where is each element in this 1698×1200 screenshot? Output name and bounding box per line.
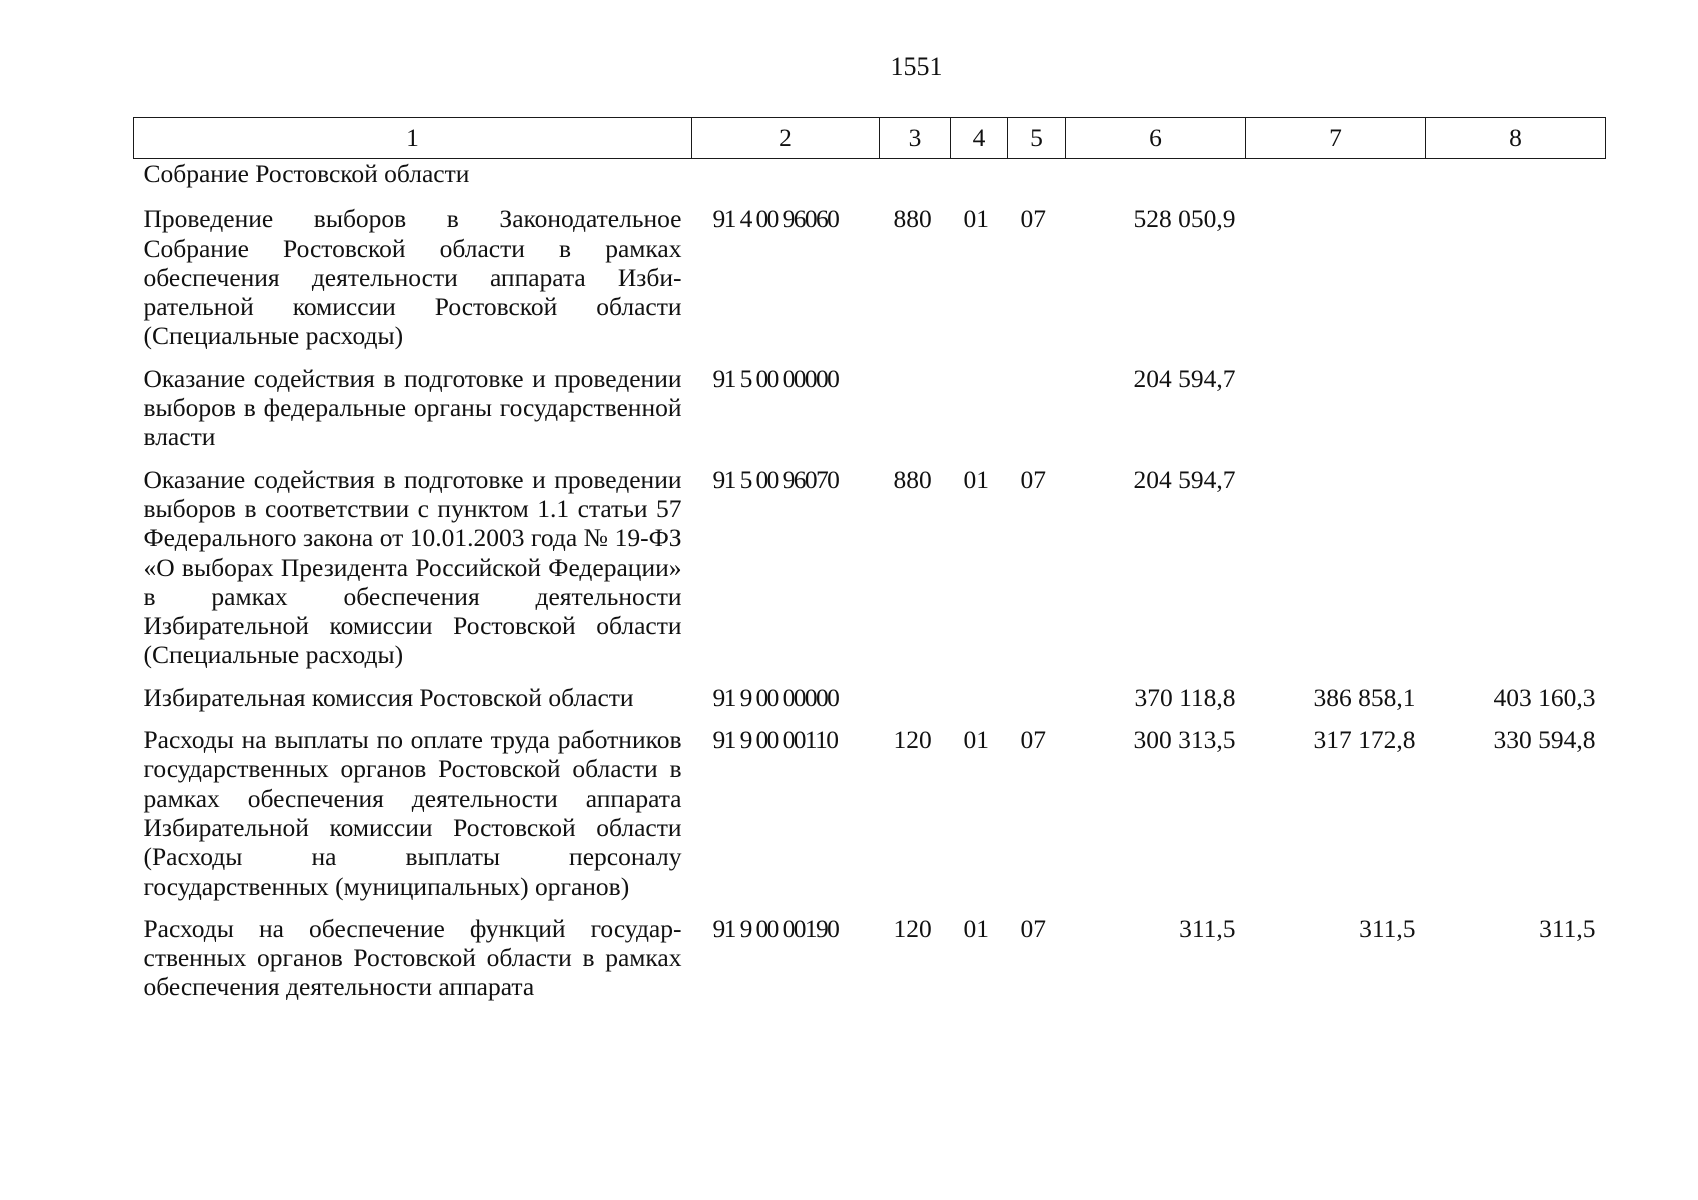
row-amount-col7: 317 172,8: [1313, 725, 1416, 755]
row-amount-col7: 311,5: [1359, 913, 1416, 943]
row-amount-col8: [1426, 452, 1606, 670]
row-amount-col6: 204 594,7: [1133, 464, 1236, 494]
row-amount-col7: 386 858,1: [1313, 682, 1416, 712]
row-expense-type: [880, 351, 951, 452]
row-subsection-code: [1008, 351, 1066, 452]
budget-table-container: [133, 117, 1605, 1002]
row-section-code: [951, 351, 1008, 452]
table-row: [134, 351, 1606, 452]
column-header-3: 3: [880, 118, 951, 159]
row-section-code: 01: [963, 725, 989, 755]
row-section-code: 01: [963, 913, 989, 943]
row-section-code: 01: [963, 204, 989, 234]
row-target-code: 91 5 00 96070: [712, 464, 839, 494]
row-target-code: 91 9 00 00110: [712, 725, 838, 755]
table-row: [134, 452, 1606, 670]
column-header-1: 1: [134, 118, 692, 159]
row-amount-col6: 204 594,7: [1133, 363, 1236, 393]
row-target-code: 91 4 00 96060: [712, 204, 839, 234]
row-expense-type: 880: [893, 464, 932, 494]
row-target-code: 91 9 00 00000: [712, 682, 839, 712]
column-header-8: 8: [1426, 118, 1606, 159]
row-expense-type: 120: [893, 913, 932, 943]
row-name: Избирательная комиссия Ростовской области: [143, 682, 634, 712]
row-amount-col6: 311,5: [1179, 913, 1236, 943]
row-name: Проведение выборов в Законодательное Собрание Ростовской области в рамках обеспечения деятельности аппарата Избирательной комиссии Ростовской области (Специальные расходы): [143, 204, 682, 351]
row-subsection-code: 07: [1020, 725, 1046, 755]
table-row: [134, 901, 1606, 1002]
header-row: [134, 118, 1606, 159]
row-expense-type: 880: [893, 204, 932, 234]
row-subsection-code: 07: [1020, 913, 1046, 943]
column-header-7: 7: [1246, 118, 1426, 159]
row-name: Оказание содействия в подготовке и проведении выборов в соответствии с пунктом 1.1 статьи 57 Федерального закона от 10.01.2003 года № 19-ФЗ «О выборах Президента Российской Федерации» в рамках обеспечения деятельности Избирательной комиссии Ростовской области (Специальные расходы): [143, 464, 682, 670]
row-subsection-code: [1008, 670, 1066, 712]
row-amount-col7: [1246, 351, 1426, 452]
budget-table: [133, 117, 1606, 1002]
row-amount-col6: 528 050,9: [1133, 204, 1236, 234]
row-target-code: 91 5 00 00000: [712, 363, 839, 393]
column-header-2: 2: [692, 118, 880, 159]
row-subsection-code: 07: [1020, 204, 1046, 234]
row-amount-col8: 330 594,8: [1493, 725, 1596, 755]
table-header: [134, 118, 1606, 159]
row-target-code: 91 9 00 00190: [712, 913, 839, 943]
row-section-code: [951, 670, 1008, 712]
section-title: Собрание Ростовской области: [143, 159, 470, 188]
column-header-5: 5: [1008, 118, 1066, 159]
row-amount-col6: 300 313,5: [1133, 725, 1236, 755]
row-amount-col8: [1426, 351, 1606, 452]
row-subsection-code: 07: [1020, 464, 1046, 494]
page-number: 1551: [890, 52, 943, 81]
row-name: Оказание содействия в подготовке и проведении выборов в федеральные органы государственной власти: [143, 363, 682, 452]
table-row: [134, 712, 1606, 901]
row-amount-col8: 311,5: [1539, 913, 1596, 943]
table-row: [134, 190, 1606, 350]
row-expense-type: 120: [893, 725, 932, 755]
row-amount-col8: [1426, 190, 1606, 350]
section-title-row: [134, 159, 1606, 191]
row-amount-col7: [1246, 452, 1426, 670]
row-amount-col8: 403 160,3: [1493, 682, 1596, 712]
row-name: Расходы на выплаты по оплате труда работников государственных органов Ростовской области в рамках обеспечения деятельности аппарата Избирательной комиссии Ростовской области (Расходы на выплаты персоналу государственных (муниципальных) органов): [143, 725, 682, 901]
row-amount-col7: [1246, 190, 1426, 350]
row-name: Расходы на обеспечение функций государственных органов Ростовской области в рамках обеспечения деятельности аппарата: [143, 913, 682, 1002]
row-expense-type: [880, 670, 951, 712]
table-body: [134, 159, 1606, 1002]
column-header-4: 4: [951, 118, 1008, 159]
column-header-6: 6: [1066, 118, 1246, 159]
row-section-code: 01: [963, 464, 989, 494]
row-amount-col6: 370 118,8: [1134, 682, 1236, 712]
table-row: [134, 670, 1606, 712]
